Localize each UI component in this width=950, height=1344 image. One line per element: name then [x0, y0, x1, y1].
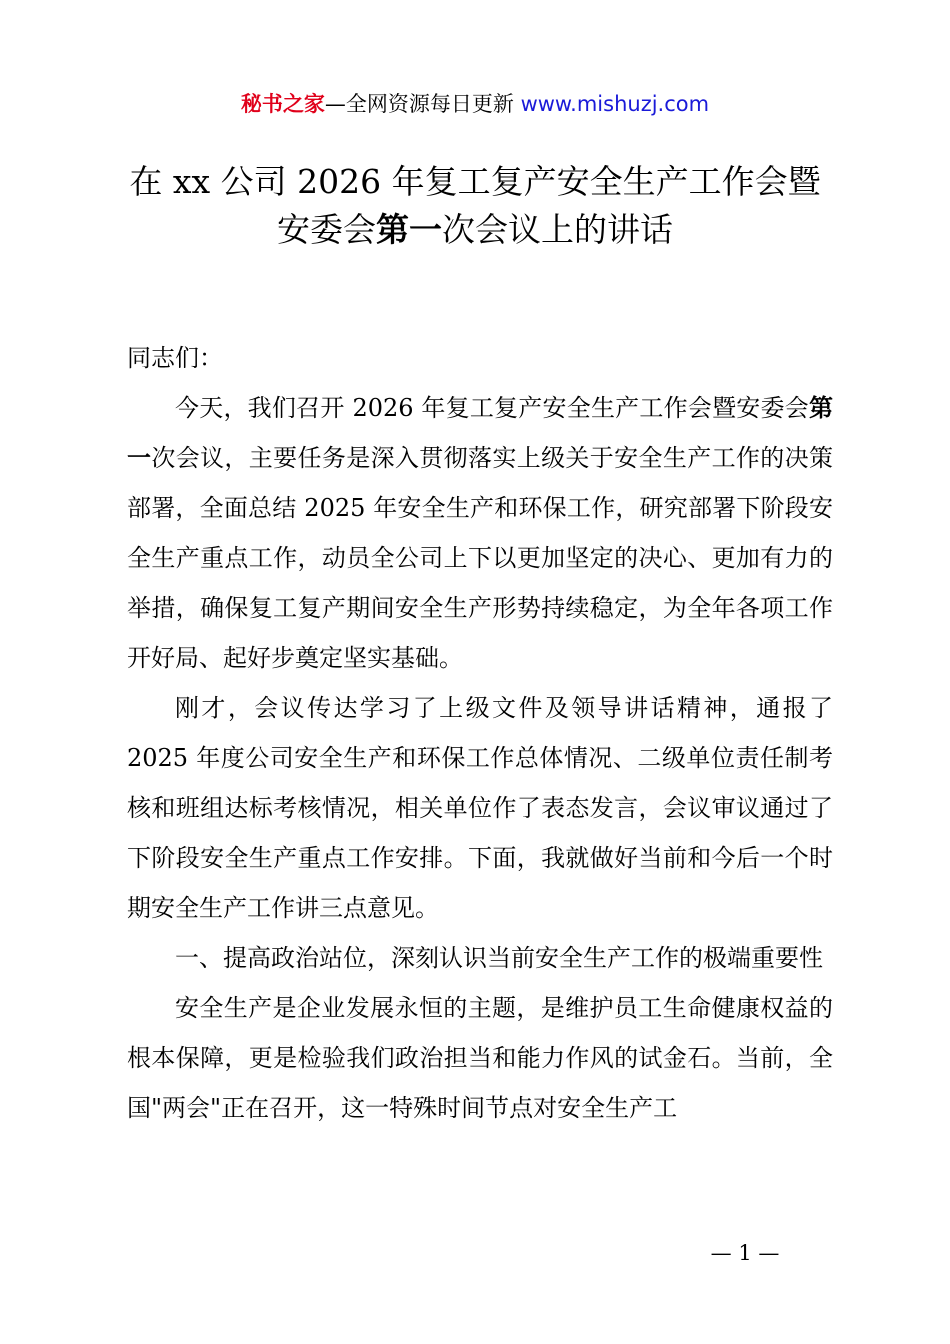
salutation: 同志们：: [127, 344, 223, 372]
title-line-2: [0, 206, 950, 254]
paragraph-1-suffix: 次会议，主要任务是深入贯彻落实上级关于安全生产工作的决策部署，全面总结 2025 年安全生产和环保工作，研究部署下阶段安全生产重点工作，动员全公司上下以更加坚定的决心、更加有力的举措，确保复工复产期间安全生产形势持续稳定，为全年各项工作开好局、起好步奠定坚实基础。: [127, 444, 834, 672]
paragraph-2: 刚才，会议传达学习了上级文件及领导讲话精神，通报了 2025 年度公司安全生产和环保工作总体情况、二级单位责任制考核和班组达标考核情况，相关单位作了表态发言，会议审议通过了下阶段安全生产重点工作安排。下面，我就做好当前和今后一个时期安全生产工作讲三点意见。: [127, 694, 833, 922]
paragraph-1-prefix: 今天，我们召开 2026 年复工复产安全生产工作会暨安委会: [175, 394, 809, 422]
header-tagline: —全网资源每日更新: [324, 92, 521, 116]
site-header: [0, 88, 950, 120]
paragraph-1-bold: 第一: [127, 393, 833, 472]
document-body: [127, 333, 833, 1133]
header-brand: 秘书之家: [240, 92, 325, 116]
title-line-2-suffix: 次会议上的讲话: [442, 210, 673, 249]
title-line-2-bold: 第一: [376, 210, 442, 249]
document-title: [0, 158, 950, 254]
title-line-2-prefix: 安委会: [277, 210, 376, 249]
paragraph-3: 安全生产是企业发展永恒的主题，是维护员工生命健康权益的根本保障，更是检验我们政治担当和能力作风的试金石。当前，全国"两会"正在召开，这一特殊时间节点对安全生产工: [127, 994, 833, 1122]
page-number: — 1 —: [710, 1241, 780, 1265]
section-heading-1: 一、提高政治站位，深刻认识当前安全生产工作的极端重要性: [175, 944, 823, 972]
paragraph-1: [127, 383, 833, 683]
header-url-link[interactable]: www.mishuzj.com: [520, 92, 710, 116]
title-line-1: 在 xx 公司 2026 年复工复产安全生产工作会暨: [129, 162, 821, 201]
